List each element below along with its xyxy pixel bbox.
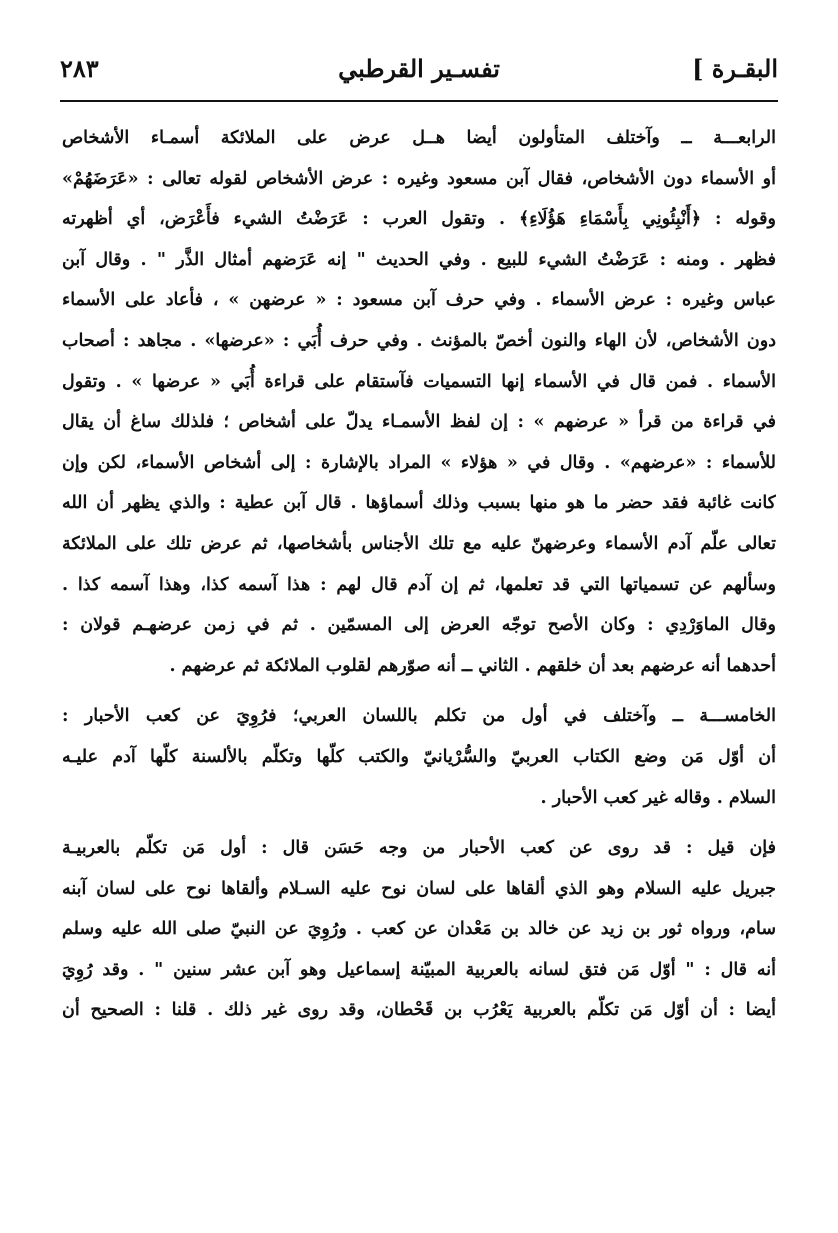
text-line: دون الأشخاص، لأن الهاء والنون أخصّ بالمؤنث . وفي حرف أُبَي : «عرضها» . مجاهد : أصحاب (62, 330, 776, 351)
paragraph-fifth-issue (62, 696, 776, 818)
text-line: جبريل عليه السلام وهو الذي ألقاها على لسان نوح عليه السـلام وألقاها نوح على لسان آبنه (62, 878, 776, 899)
page-number: ٢٨٣ (60, 54, 99, 83)
text-line: كانت غائبة فقد حضر ما هو منها بسبب وذلك أسماؤها . قال آبن عطية : والذي يظهر أن الله (62, 493, 776, 514)
text-line: أو الأسماء دون الأشخاص، فقال آبن مسعود وغيره : عرض الأشخاص لقوله تعالى : «عَرَضَهُمْ» (62, 168, 776, 189)
surah-name: البقـرة ] (692, 54, 778, 83)
text-line: تعالى علّم آدم الأسماء وعرضهنّ عليه مع تلك الأجناس بأشخاصها، ثم عرض تلك على الملائكة (62, 533, 776, 554)
text-line: أنه قال : " أوّل مَن فتق لسانه بالعربية المبيّنة إسماعيل وهو آبن عشر سنين " . وقد رُوِيَ (62, 959, 776, 980)
text-line: أن أوّل مَن وضع الكتاب العربيّ والسُّرْيانيّ والكتب كلّها وتكلّم بالألسنة كلّها آدم عليـه (62, 746, 776, 767)
text-line: الخامســـة ــ وآختلف في أول من تكلم باللسان العربي؛ فرُوِيَ عن كعب الأحبار : (62, 706, 776, 727)
text-line: وقال الماوَرْدِي : وكان الأصح توجّه العرض إلى المسمّين . ثم في زمن عرضهـم قولان : (62, 615, 776, 636)
text-line: السلام . وقاله غير كعب الأحبار . (540, 787, 776, 808)
text-line: الأسماء . فمن قال في الأسماء إنها التسميات فآستقام على قراءة أُبَي « عرضها » . وتقول (62, 371, 776, 392)
text-line: في قراءة من قرأ « عرضهم » : إن لفظ الأسمـاء يدلّ على أشخاص ؛ فلذلك ساغ أن يقال (62, 412, 776, 433)
text-line: وسألهم عن تسمياتها التي قد تعلمها، ثم إن آدم قال لهم : هذا آسمه كذا، وهذا آسمه كذا . (62, 574, 776, 595)
text-line: أحدهما أنه عرضهم بعد أن خلقهم . الثاني ــ أنه صوّرهم لقلوب الملائكة ثم عرضهم . (169, 655, 776, 676)
text-line: عباس وغيره : عرض الأسماء . وفي حرف آبن مسعود : « عرضهن » ، فأعاد على الأسماء (62, 290, 776, 311)
book-title: تفسـير القرطبي (338, 54, 500, 83)
text-line: الرابعـــة ــ وآختلف المتأولون أيضا هــل عرض على الملائكة أسمـاء الأشخاص (62, 128, 776, 148)
text-line: للأسماء : «عرضهم» . وقال في « هؤلاء » المراد بالإشارة : إلى أشخاص الأسماء، لكن وإن (62, 452, 776, 473)
running-header (60, 48, 778, 102)
paragraph-fourth-issue (62, 118, 776, 686)
text-line: أيضا : أن أوّل مَن تكلّم بالعربية يَعْرُب بن قَحْطان، وقد روى غير ذلك . قلنا : الصحيح أن (62, 1000, 776, 1021)
paragraph-gap (62, 818, 776, 828)
page-body (62, 118, 776, 1031)
paragraph-gap (62, 686, 776, 696)
text-line: فإن قيل : قد روى عن كعب الأحبار من وجه حَسَن قال : أول مَن تكلّم بالعربيـة (62, 838, 776, 859)
text-line: فظهر . ومنه : عَرَضْتُ الشيء للبيع . وفي الحديث " إنه عَرَضهم أمثال الذَّر " . وقال آبن (62, 249, 776, 270)
text-line: سام، ورواه ثور بن زيد عن خالد بن مَعْدان عن كعب . ورُوِيَ عن النبيّ صلى الله عليه وسلم (62, 919, 776, 940)
text-line: وقوله : ﴿أَنْبِئُونِي بِأَسْمَاءِ هَؤُلَاءِ﴾ . وتقول العرب : عَرَضْتُ الشيء فأَعْرَض، أي أظهرته (62, 209, 776, 230)
paragraph-objection (62, 828, 776, 1031)
